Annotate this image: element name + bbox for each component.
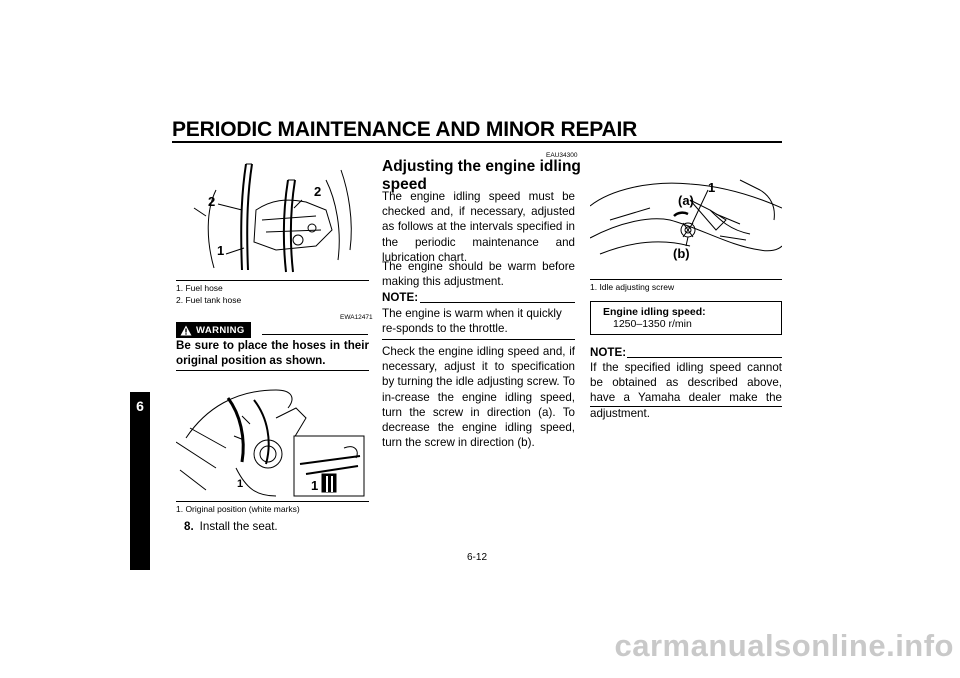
- spec-value: 1250–1350 r/min: [613, 318, 692, 330]
- warning-bottom-rule: [176, 370, 369, 371]
- warning-tag: [176, 322, 251, 338]
- fuel-hose-illustration: [176, 150, 370, 278]
- figure2-caption-1: 1. Original position (white marks): [176, 504, 300, 514]
- figure1-callout-1: 1: [217, 243, 225, 258]
- figure3-caption-1: 1. Idle adjusting screw: [590, 282, 675, 292]
- warning-text: Be sure to place the hoses in their original position as shown.: [176, 339, 369, 368]
- step-number: 8.: [184, 520, 194, 533]
- warning-tag-text: WARNING: [196, 324, 245, 336]
- warning-top-rule: [262, 334, 368, 335]
- note-top-rule: [420, 302, 575, 303]
- figure3-callout-1: 1: [708, 180, 716, 195]
- page-title: PERIODIC MAINTENANCE AND MINOR REPAIR: [172, 118, 638, 141]
- figure2-callout-1-inset: 1: [311, 478, 319, 493]
- figure2-caption-rule: [176, 501, 369, 502]
- figure3-callout-b: (b): [673, 246, 690, 261]
- step-item: [184, 519, 278, 534]
- section-heading-line2: speed: [382, 176, 427, 193]
- figure3-caption-rule: [590, 279, 782, 280]
- section-code: EAU34300: [546, 152, 578, 159]
- note-label: NOTE:: [382, 291, 419, 304]
- step-text: Install the seat.: [199, 520, 278, 533]
- figure1-caption-1: 1. Fuel hose: [176, 283, 223, 293]
- right-note-top-rule: [627, 357, 782, 358]
- warning-triangle-icon: [180, 325, 192, 336]
- hose-position-illustration: [176, 378, 370, 500]
- note-text: The engine is warm when it quickly re-sponds to the throttle.: [382, 307, 562, 336]
- figure1-caption-rule: [176, 280, 369, 281]
- adjustment-paragraph: Check the engine idling speed and, if necessary, adjust it to specification by turning the idle adjusting screw. To in-crease the engine idling speed, turn the screw in direction (a). To decrease the engine idling speed, turn the screw in direction (b).: [382, 345, 575, 450]
- intro-paragraph: The engine idling speed must be checked and, if necessary, adjusted as follows at the intervals specified in the periodic maintenance and lubrication chart.: [382, 190, 575, 264]
- figure1-callout-2-right: 2: [314, 184, 322, 199]
- right-note-text: If the specified idling speed cannot be obtained as described above, have a Yamaha dealer make the adjustment.: [590, 361, 782, 420]
- idle-speed-spec-box: [590, 301, 782, 335]
- warning-label: [176, 322, 251, 338]
- figure1-caption-2: 2. Fuel tank hose: [176, 295, 242, 305]
- section-tab: [130, 392, 150, 570]
- figure2-callout-1-main: 1: [237, 478, 244, 490]
- watermark: carmanualsonline.info: [614, 628, 954, 663]
- page-number: 6-12: [467, 552, 488, 563]
- figure3-callout-a: (a): [678, 193, 694, 208]
- section-heading-line1: Adjusting the engine idling: [382, 158, 581, 175]
- warm-engine-paragraph: The engine should be warm before making this adjustment.: [382, 260, 575, 289]
- note-bottom-rule: [382, 339, 575, 340]
- spec-title: Engine idling speed:: [603, 306, 706, 318]
- header-divider: [172, 141, 782, 143]
- warning-code: EWA12471: [340, 314, 373, 321]
- right-note-bottom-rule: [590, 406, 782, 407]
- figure1-callout-2-left: 2: [208, 194, 216, 209]
- right-note-label: NOTE:: [590, 346, 627, 359]
- section-tab-number: 6: [136, 398, 144, 414]
